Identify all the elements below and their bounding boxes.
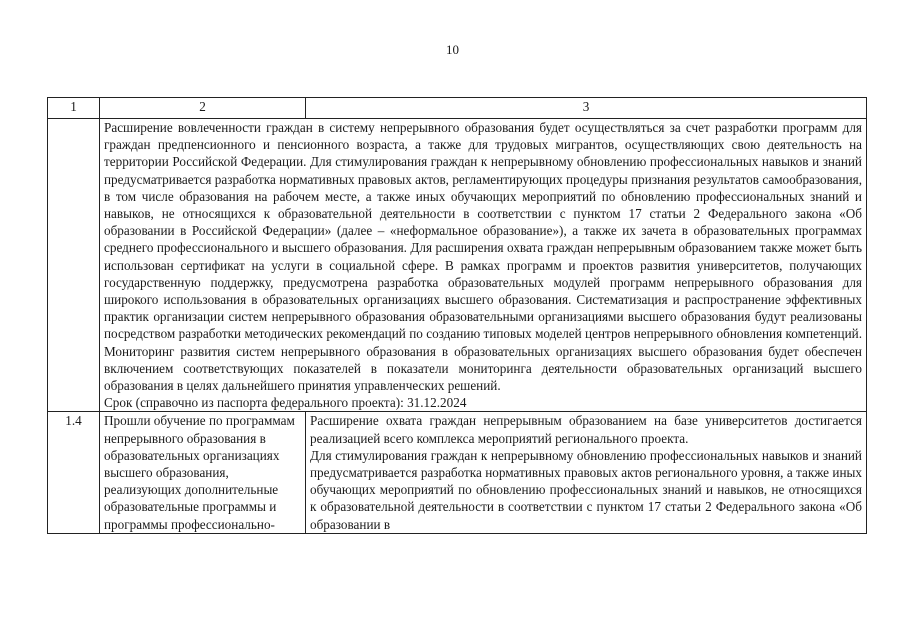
header-col-1: 1 — [48, 98, 100, 119]
header-col-3: 3 — [306, 98, 867, 119]
row-1-4-number: 1.4 — [48, 412, 100, 533]
row-continued-deadline: Срок (справочно из паспорта федерального проекта): 31.12.2024 — [104, 395, 467, 411]
table-header-row — [48, 98, 867, 119]
table-row-1-4 — [48, 412, 867, 533]
row-1-4-description-p1: Расширение охвата граждан непрерывным образованием на базе университетов достигается реализацией всего комплекса мероприятий регионального проекта. — [310, 413, 862, 446]
page-number: 10 — [446, 42, 459, 57]
row-1-4-result: Прошли обучение по программам непрерывного образования в образовательных организациях высшего образования, реализующих дополнительные образовательные программы и программы профессионально- — [100, 412, 306, 533]
document-table — [47, 97, 867, 534]
header-col-2: 2 — [100, 98, 306, 119]
row-1-4-description-cell — [306, 412, 867, 533]
row-1-4-description-p2: Для стимулирования граждан к непрерывному обновлению профессиональных навыков и знаний предусматривается разработка нормативных правовых актов регионального уровня, а также иных обучающих мероприятий по обновлению профессиональных знаний и навыков, не относящихся к образовательной деятельности в соответствии с пунктом 17 статьи 2 Федерального закона «Об образовании в — [310, 447, 862, 532]
row-continued-number-cell — [48, 119, 100, 412]
row-continued-text: Расширение вовлеченности граждан в систему непрерывного образования будет осуществляться за счет разработки программ для граждан предпенсионного и пенсионного возраста, а также для трудовых мигрантов, осуществляющих свою деятельность на территории Российской Федерации. Для стимулирования граждан к непрерывному обновлению профессиональных навыков и знаний предусматривается разработка нормативных правовых актов, регламентирующих процедуры признания результатов самообразования, в том числе образования на рабочем месте, а также иных обучающих мероприятий по обновлению профессиональных знаний и навыков, не относящихся к образовательной деятельности в соответствии с пунктом 17 статьи 2 Федерального закона «Об образовании в Российской Федерации» (далее – «неформальное образование»), а также их зачета в образовательных программах среднего профессионального и высшего образования. Для расширения охвата граждан непрерывным образованием также может быть использован сертификат на услуги в социальной сфере. В рамках программ и проектов развития университетов, получающих государственную поддержку, предусмотрена разработка образовательных модулей программ непрерывного образования для широкого использования в образовательных организациях высшего образования. Систематизация и распространение эффективных практик организации систем непрерывного образования образовательными организациями высшего образования будут реализованы посредством разработки методических рекомендаций по созданию типовых моделей центров непрерывного обновления компетенций. Мониторинг развития систем непрерывного образования в образовательных организациях высшего образования будет обеспечен включением соответствующих показателей в показатели мониторинга деятельности образовательных организаций высшего образования в целях дальнейшего принятия управленческих решений. — [104, 120, 862, 394]
row-continued-text-cell — [100, 119, 867, 412]
table-row-continued — [48, 119, 867, 412]
